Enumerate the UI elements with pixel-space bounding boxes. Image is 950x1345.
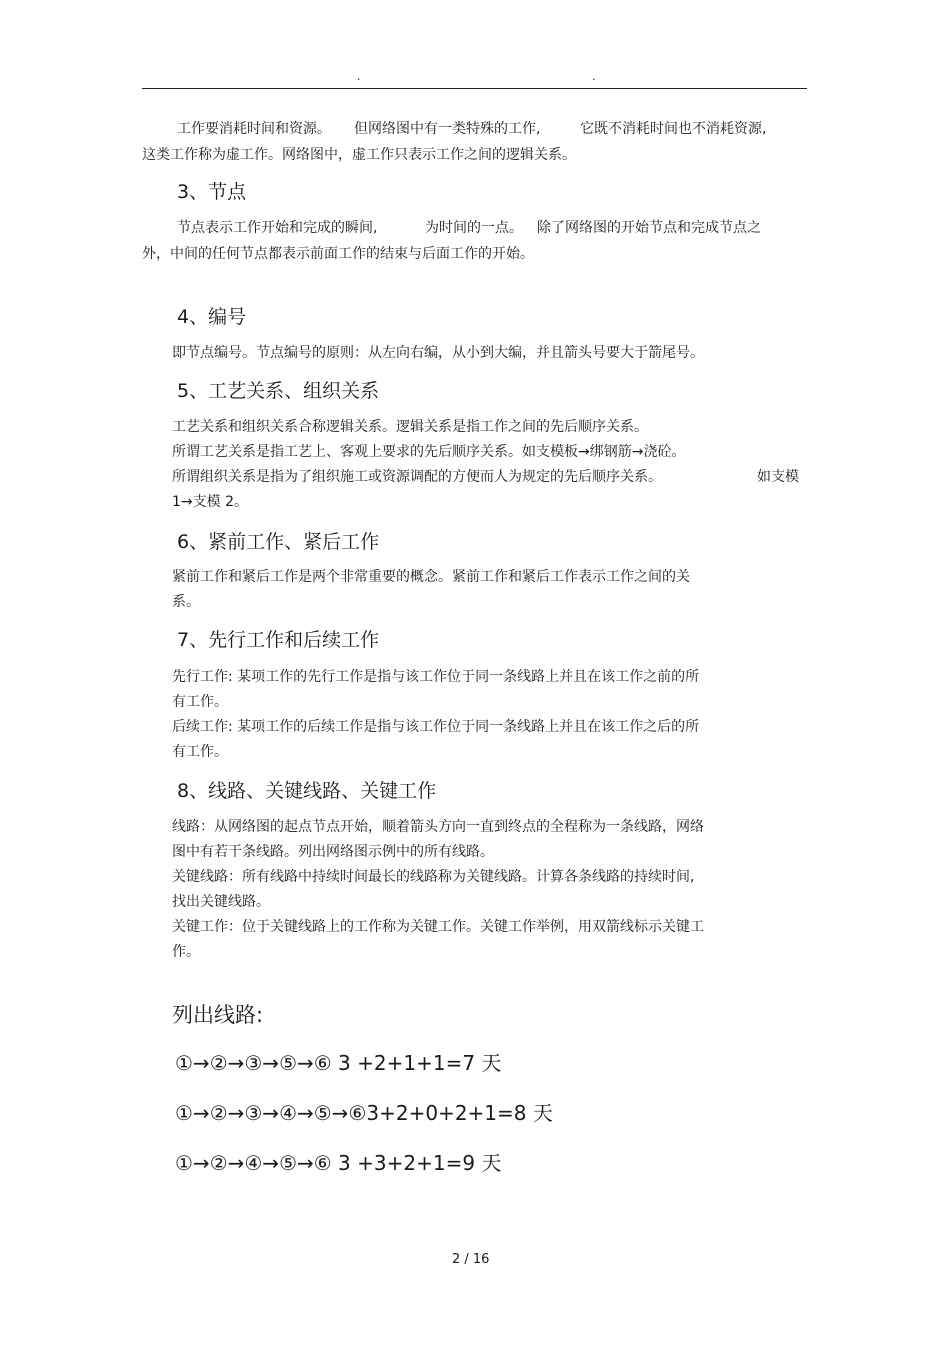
section-3-line-2: 外，中间的任何节点都表示前面工作的结束与后面工作的开始。: [142, 246, 534, 262]
section-8-line-5: 关键工作：位于关键线路上的工作称为关键工作。关键工作举例，用双箭线标示关键工: [172, 919, 704, 935]
section-7-line-2: 有工作。: [172, 694, 228, 710]
header-dot-left: .: [357, 70, 361, 83]
routes-heading: 列出线路:: [172, 1003, 264, 1027]
route-3: ①→②→④→⑤→⑥ 3 +3+2+1=9 天: [175, 1151, 502, 1175]
section-3-line-1b: 为时间的一点。: [425, 220, 523, 236]
section-5-line-2: 所谓工艺关系是指工艺上、客观上要求的先后顺序关系。如支模板→绑钢筋→浇砼。: [172, 444, 686, 460]
section-4-heading: 4、编号: [177, 306, 247, 328]
section-5-line-4: 1→支模 2。: [172, 494, 248, 510]
section-3-line-1c: 除了网络图的开始节点和完成节点之: [537, 220, 761, 236]
section-4-line-1: 即节点编号。节点编号的原则：从左向右编，从小到大编，并且箭头号要大于箭尾号。: [172, 345, 704, 361]
section-8-line-4: 找出关键线路。: [172, 894, 270, 910]
intro-line-1c: 它既不消耗时间也不消耗资源,: [580, 121, 767, 137]
section-8-line-1: 线路：从网络图的起点节点开始，顺着箭头方向一直到终点的全程称为一条线路，网络: [172, 819, 704, 835]
section-7-heading: 7、先行工作和后续工作: [177, 629, 380, 651]
section-6-line-1: 紧前工作和紧后工作是两个非常重要的概念。紧前工作和紧后工作表示工作之间的关: [172, 569, 690, 585]
section-6-line-2: 系。: [172, 594, 200, 610]
section-8-line-6: 作。: [172, 944, 200, 960]
section-5-line-3a: 所谓组织关系是指为了组织施工或资源调配的方便而人为规定的先后顺序关系。: [172, 469, 662, 485]
section-6-heading: 6、紧前工作、紧后工作: [177, 531, 380, 553]
intro-line-1b: 但网络图中有一类特殊的工作,: [354, 121, 541, 137]
intro-line-2: 这类工作称为虚工作。网络图中，虚工作只表示工作之间的逻辑关系。: [142, 147, 576, 163]
section-5-line-1: 工艺关系和组织关系合称逻辑关系。逻辑关系是指工作之间的先后顺序关系。: [172, 419, 648, 435]
intro-line-1a: 工作要消耗时间和资源。: [177, 121, 331, 137]
section-5-line-3b: 如支模: [757, 469, 799, 485]
section-8-line-3: 关键线路：所有线路中持续时间最长的线路称为关键线路。计算各条线路的持续时间,: [172, 869, 695, 885]
route-1: ①→②→③→⑤→⑥ 3 +2+1+1=7 天: [175, 1051, 502, 1075]
header-dot-right: .: [592, 70, 596, 83]
section-7-line-3: 后续工作: 某项工作的后续工作是指与该工作位于同一条线路上并且在该工作之后的所: [172, 719, 700, 735]
section-8-line-2: 图中有若干条线路。列出网络图示例中的所有线路。: [172, 844, 494, 860]
section-3-line-1a: 节点表示工作开始和完成的瞬间,: [177, 220, 378, 236]
section-7-line-1: 先行工作: 某项工作的先行工作是指与该工作位于同一条线路上并且在该工作之前的所: [172, 669, 700, 685]
section-8-heading: 8、线路、关键线路、关键工作: [177, 780, 437, 802]
header-rule: [142, 88, 807, 89]
section-5-heading: 5、工艺关系、组织关系: [177, 380, 380, 402]
section-3-heading: 3、节点: [177, 181, 247, 203]
route-2: ①→②→③→④→⑤→⑥3+2+0+2+1=8 天: [175, 1101, 553, 1125]
section-7-line-4: 有工作。: [172, 744, 228, 760]
page-number: 2 / 16: [452, 1252, 490, 1267]
